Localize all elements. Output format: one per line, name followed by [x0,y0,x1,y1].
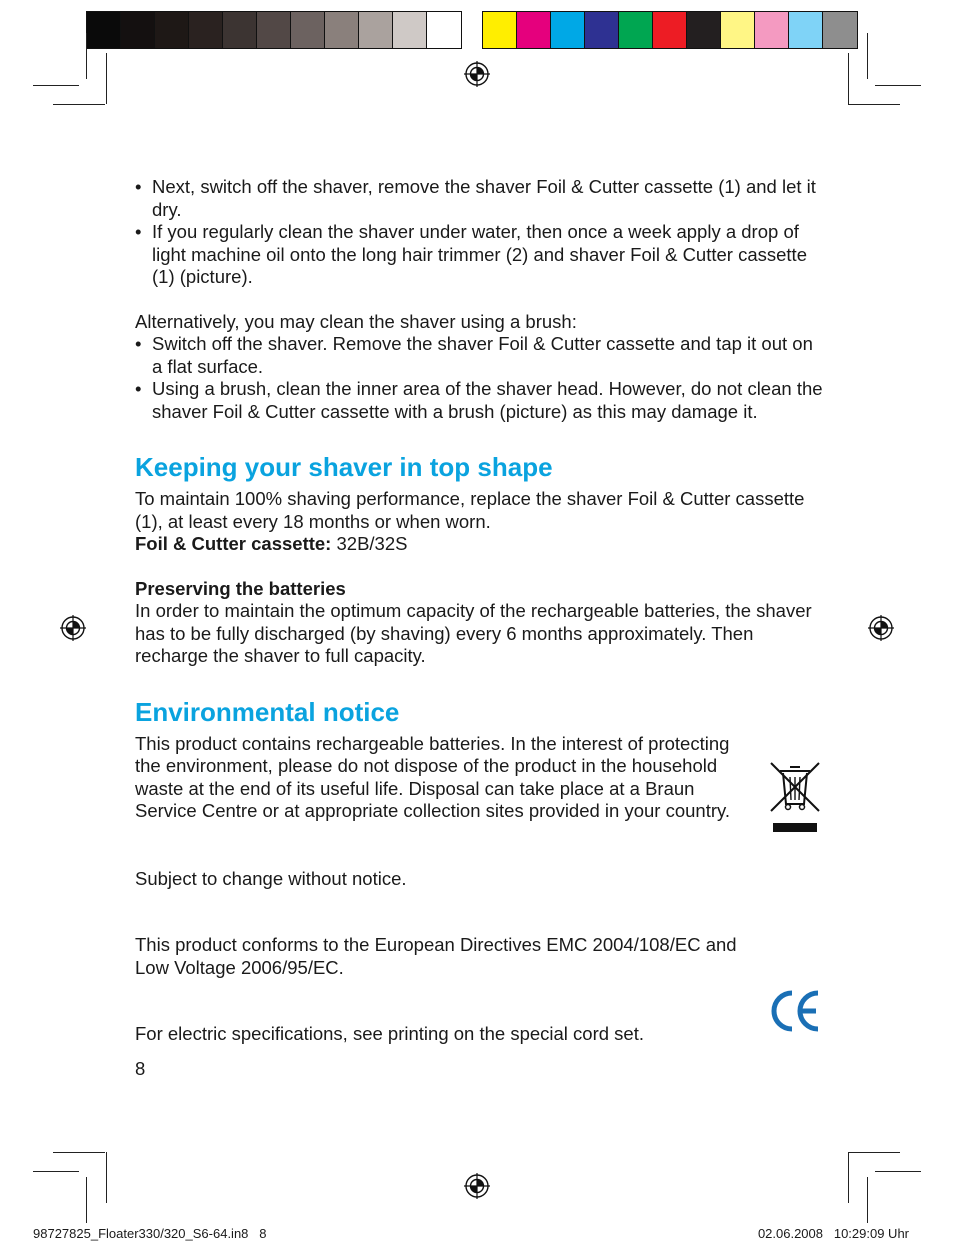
crossed-bin-icon [768,761,822,833]
registration-mark-icon [464,1173,490,1199]
footer-timestamp: 02.06.2008 10:29:09 Uhr [757,1226,909,1241]
color-swatch [87,12,121,48]
maintenance-text: To maintain 100% shaving performance, replace the shaver Foil & Cutter cassette (1), at least every 18 months or when worn. [135,488,805,532]
list-item: • Using a brush, clean the inner area of the shaver head. However, do not clean the shaver Foil & Cutter cassette with a brush (picture) as this may damage it. [135,378,825,423]
environment-text: This product contains rechargeable batteries. In the interest of protecting the environment, please do not dispose of the product in the household waste at the end of its useful life. Disposal can take place at a Braun Service Centre or at appropriate collection sites provided in your country. [135,732,731,821]
crop-mark [848,1152,900,1153]
color-swatch [155,12,189,48]
color-swatch [823,12,857,48]
crop-mark [86,1177,87,1223]
section-heading-environment: Environmental notice [135,696,400,727]
list-item: • Switch off the shaver. Remove the shaver Foil & Cutter cassette and tap it out on a flat surface. [135,333,825,378]
crop-mark [86,33,87,79]
conformity-text: This product conforms to the European Directives EMC 2004/108/EC and Low Voltage 2006/95/EC. [135,934,737,978]
list-item: • Next, switch off the shaver, remove the shaver Foil & Cutter cassette (1) and let it dry. [135,176,825,221]
registration-mark-icon [60,615,86,641]
crop-mark [53,104,105,105]
part-value: 32B/32S [336,533,408,554]
color-swatch [359,12,393,48]
color-swatch [653,12,687,48]
crop-mark [848,53,849,104]
color-swatch [687,12,721,48]
crop-mark [875,1171,921,1172]
color-swatch [257,12,291,48]
crop-mark [875,85,921,86]
page-number: 8 [135,1057,146,1079]
color-swatch [325,12,359,48]
brush-intro: Alternatively, you may clean the shaver using a brush: [135,310,577,332]
registration-mark-icon [868,615,894,641]
crop-mark [106,53,107,104]
crop-mark [867,33,868,79]
crop-mark [848,104,900,105]
section-heading-keeping: Keeping your shaver in top shape [135,452,553,482]
color-swatch [223,12,257,48]
ce-mark-icon [768,987,822,1035]
crop-mark [33,85,79,86]
electric-specs: For electric specifications, see printing on the special cord set. [135,1023,644,1044]
color-swatch [427,12,461,48]
color-swatch [755,12,789,48]
crop-mark [33,1171,79,1172]
color-swatch [483,12,517,48]
process-color-bar [482,11,858,49]
color-swatch [517,12,551,48]
color-swatch [291,12,325,48]
batteries-text: In order to maintain the optimum capacity of the rechargeable batteries, the shaver has to be fully discharged (by shaving) every 6 months approximately. Then recharge the shaver to full capacity. [135,600,812,666]
color-swatch [121,12,155,48]
crop-mark [848,1152,849,1203]
gray-scale-bar [86,11,462,49]
color-swatch [393,12,427,48]
crop-mark [106,1152,107,1203]
part-number-line [135,533,825,556]
color-swatch [585,12,619,48]
footer-file-info: 98727825_Floater330/320_S6-64.in8 8 [33,1226,267,1241]
color-swatch [789,12,823,48]
crop-mark [53,1152,105,1153]
subject-to-change: Subject to change without notice. [135,867,407,889]
part-label: Foil & Cutter cassette: [135,533,332,554]
registration-mark-icon [464,61,490,87]
color-swatch [619,12,653,48]
color-swatch [189,12,223,48]
page-content [135,176,825,1080]
color-swatch [551,12,585,48]
color-swatch [721,12,755,48]
crop-mark [867,1177,868,1223]
batteries-subheading: Preserving the batteries [135,577,346,599]
cleaning-bullet-list [135,176,825,289]
brush-bullet-list [135,333,825,423]
list-item: • If you regularly clean the shaver under water, then once a week apply a drop of light machine oil onto the long hair trimmer (2) and shaver Foil & Cutter cassette (1) (picture). [135,221,825,289]
